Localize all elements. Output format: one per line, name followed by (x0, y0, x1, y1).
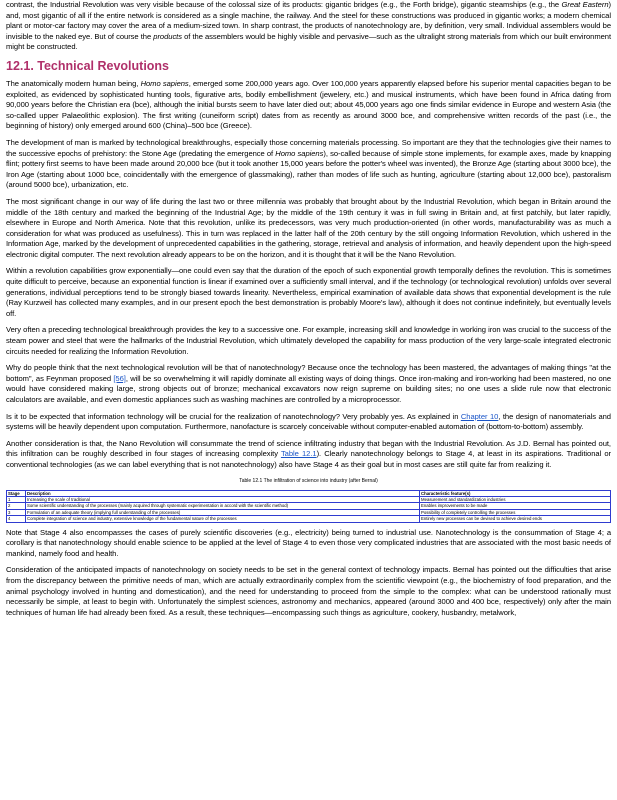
paragraph-exponential-growth: Within a revolution capabilities grow exponentially—one could even say that the duration of the epoch of such exponential growth temporally defines the revolution. This is sometimes quite difficult to perceive, because an exponential function is linear if examined over a sufficiently small interval, and if the technology (or technological revolution) unfolds over several generations, individual perceptions tend to be strongly biased towards linearity. Nevertheless, empirical examination of available data shows that exponential development is the rule (Ray Kurzweil has collected many examples, and in our present epoch the best demonstration is probably Moore's law), although it does not continue indefinitely, but eventually levels off. (6, 266, 611, 318)
paragraph-information-technology: Is it to be expected that information technology will be crucial for the realization of nanotechnology? Very probably yes. As explained in Chapter 10, the design of nanomaterials and systems will be heavily dependent upon computation. Furthermore, nanofacture is scarcely conceivable without computer-enabled automation of (bottom-to-bottom) assembly. (6, 411, 611, 432)
paragraph-science-infiltration: Another consideration is that, the Nano Revolution will consummate the trend of science infiltrating industry that began with the Industrial Revolution. As J.D. Bernal has pointed out, this infiltration can be roughly described in four stages of increasing complexity Table 12.1). Clearly nanotechnology belongs to Stage 4, at least in its aspirations. Traditional or conventional technologies (as we can label everything that is not nanotechnology) also have Stage 4 as their goal but in most cases are still quite far from realizing it. (6, 438, 611, 469)
header-stage: Stage (7, 490, 26, 496)
chapter-10-link[interactable]: Chapter 10 (460, 411, 499, 421)
paragraph-technological-breakthroughs: The development of man is marked by technological breakthroughs, especially those concerning materials processing. So important are they that the technologies give their names to the successive epochs of prehistory: the Stone Age (predating the emergence of Homo sapiens), so-called because of simple stone implements, for example axes, made by knapping flint; pottery first seems to have been made around 20,000 bce (but it took another 15,000 years before the potter's wheel was invented), the Bronze Age (starting about 3000 bce), the Iron Age (starting about 1000 bce, coincidentally with the emergence of glassmaking), rather than modes of life such as hunting, agriculture (starting about 12,000 bce), pastoralism (around 5000 bce), urbanization, etc. (6, 137, 611, 190)
paragraph-stage-4: Note that Stage 4 also encompasses the cases of purely scientific discoveries (e.g., electricity) being turned to industrial use. Nanotechnology is the consummation of Stage 4; a corollary is that nanotechnology should enable science to be applied at the level of Stage 4 to even those very complicated industries that are associated with the most basic needs of mankind, namely food and health. (6, 527, 611, 558)
header-features: Characteristic feature(s) (420, 490, 611, 496)
table-caption: Table 12.1 The infiltration of science into industry (after Bernal) (239, 477, 378, 484)
table-row: 4 Complete integration of science and industry, extensive knowledge of the fundamental nature of the processes Entirely new processes can be devised to achieve desired ends (7, 516, 611, 522)
table-row: 2 Some scientific understanding of the processes (mainly acquired through systematic experimentation in accord with the scientific method) Enables improvements to be made (7, 503, 611, 509)
ship-name: Great Eastern (561, 0, 609, 9)
intro-paragraph: contrast, the Industrial Revolution was very visible because of the colossal size of its products: gigantic bridges (e.g., the Forth bridge), gigantic steamships (e.g., the Great Eastern) and, most gigantic of all if the entire network is considered as a single machine, the railway. And the steel for these constructions was produced in gigantic works; a modern chemical plant or motor-car factory may cover the area of a medium-sized town. In sharp contrast, the products of nanotechnology are, by definition, very small. Individual assemblers would be invisible to the naked eye. But of course the products of the assemblers would be highly visible and pervasive—such as the ultralight strong materials from which our built environment might be constructed. (6, 0, 612, 52)
reference-link-56[interactable]: [56] (113, 373, 126, 383)
infiltration-table (6, 490, 611, 523)
paragraph-impacts: Consideration of the anticipated impacts of nanotechnology on society needs to be set in the general context of technology impacts. Bernal has pointed out the difficulties that arise from the discrepancy between the primitive needs of man, which are actually extraordinarily complex from the scientific viewpoint (e.g., the biochemistry of food preparation, and the animal psychology involved in hunting and domestication), and the need for understanding to proceed from the simple to the complex: what can be understood rationally must necessarily be simple, at least to begin with. Unfortunately the simplest sciences, astronomy and mechanics, appeared (around 3000 and 400 bce, respectively) only after the main techniques of human life had already been fixed. As a result, these techniques—encompassing such things as agriculture, cookery, husbandry, metalwork, (6, 565, 611, 617)
paragraph-homo-sapiens: The anatomically modern human being, Homo sapiens, emerged some 200,000 years ago. Over 100,000 years apparently elapsed before his superior mental capacities began to be exploited, as evidenced by sophisticated hunting tools, figurative arts, bodily embellishment (jewelery, etc.) and musical instruments, which have been found in Africa dating from 90,000 years before the Christian era (bce), although the initial bursts seem to have later died out; about 45,000 years ago one finds similar evidence in Europe and western Asia (the so-called upper Palaeolithic explosion). The first writing (cuneiform script) dates from as recently as around 3000 bce, and comprehensive written records of the past (i.e., the beginning of history) only emerged around 600 (China)–500 bce (Greece). (6, 78, 611, 131)
table-row: 3 Formulation of an adequate theory (implying full understanding of the processes) Possibility of completely controlling the processes (7, 509, 611, 515)
paragraph-preceding-breakthrough: Very often a preceding technological breakthrough provides the key to a successive one. For example, increasing skill and knowledge in working iron was crucial to the success of the steam power and steel that were the hallmarks of the Industrial Revolution, which ultimately developed the capability for mass production of the very large-scale integrated electronic circuits needed for realizing the Information Revolution. (6, 325, 611, 356)
products-emphasis: products (153, 31, 182, 41)
header-description: Description (26, 490, 420, 496)
section-heading: 12.1. Technical Revolutions (6, 58, 170, 73)
table-12-1-link[interactable]: Table 12.1 (280, 449, 317, 459)
paragraph-industrial-revolution: The most significant change in our way of life during the last two or three millennia was probably that brought about by the Industrial Revolution, which began in Britain around the middle of the 18th century and marked the beginning of the Industrial Age; by the middle of the 19th century it was in full swing in Britain and, at first patchily, but later rapidly, elsewhere in Europe and North America. Note that this revolution, unlike its predecessors, was very much production-oriented (in other words, manufacturability was as much a consideration for what was produced as usefulness). This in turn was replaced in the latter half of the 20th century by the still ongoing Information Revolution, which ushered in the Information Age, marked by the development of unprecedented capabilities in the gathering, storage, retrieval and analysis of information, and heavily dependent upon the high-speed electronic digital computer. The next revolution already appears to be on the horizon, and it is thought that it will be the Nano Revolution. (6, 196, 611, 259)
paragraph-next-revolution: Why do people think that the next technological revolution will be that of nanotechnology? Because once the technology has been mastered, the advantages of making things "at the bottom", as Feynman proposed [56], will be so overwhelming it will rapidly dominate all existing ways of doing things. Once iron-making and iron-working had been mastered, no one would have considered making large, strong objects out of bronze; mechanical excavators now reign supreme on building sites; no one uses a slide rule now that electronic calculators are available, and even domestic appliances such as washing machines are controlled by a microprocessor. (6, 363, 611, 404)
table-row: 1 Increasing the scale of traditional Measurement and standardization industries (7, 496, 611, 502)
